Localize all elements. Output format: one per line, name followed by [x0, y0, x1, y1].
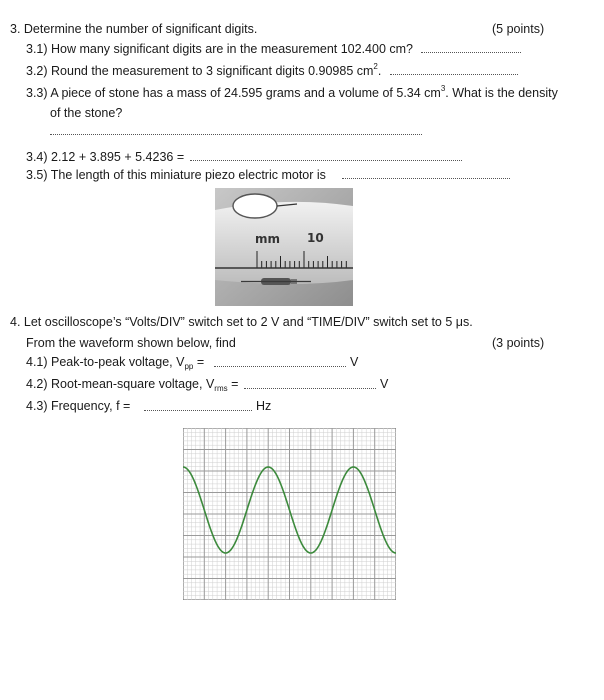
q4-2-text: 4.2) Root-mean-square voltage, $V_{rms}$ =	[26, 377, 239, 393]
q3-4-text: 3.4) 2.12 + 3.895 + 5.4236 =	[26, 150, 185, 164]
q4-points: (3 points)	[492, 336, 545, 350]
ruler-shape	[215, 202, 353, 284]
q4-2-answer-line[interactable]	[244, 388, 376, 389]
q4-1-answer-line[interactable]	[214, 366, 346, 367]
oscilloscope-waveform	[183, 428, 396, 600]
q4-intro: From the waveform shown below, find	[26, 336, 236, 350]
q4-3-text: 4.3) Frequency, f =	[26, 399, 131, 413]
q3-2-text: 3.2) Round the measurement to 3 significant digits 0.90985 $cm^2$.	[26, 62, 382, 78]
q3-heading: 3. Determine the number of significant digits.	[10, 22, 258, 36]
q4-1-text: 4.1) Peak-to-peak voltage, $V_{pp}$ =	[26, 355, 205, 371]
q4-3-unit: Hz	[256, 399, 272, 413]
q3-4-answer-line[interactable]	[190, 160, 462, 161]
q3-5-text: 3.5) The length of this miniature piezo electric motor is	[26, 168, 326, 182]
ruler-unit-label: mm	[255, 232, 281, 246]
q4-3-answer-line[interactable]	[144, 410, 252, 411]
q3-1-answer-line[interactable]	[421, 52, 521, 53]
q3-1-text: 3.1) How many significant digits are in the measurement 102.400 cm?	[26, 42, 413, 56]
q3-3-text: 3.3) A piece of stone has a mass of 24.595 grams and a volume of 5.34 $cm^3$. What is the density	[26, 84, 558, 100]
q3-points: (5 points)	[492, 22, 545, 36]
q3-3-text-line2: of the stone?	[50, 106, 123, 120]
q3-3-answer-line[interactable]	[50, 134, 422, 135]
q4-1-unit: V	[350, 355, 359, 369]
ruler-number-label: 10	[307, 231, 324, 245]
piezo-motor-photo	[215, 188, 353, 306]
ruler-hole	[233, 194, 277, 218]
q3-5-answer-line[interactable]	[342, 178, 510, 179]
q4-heading: 4. Let oscilloscope’s “Volts/DIV” switch set to 2 V and “TIME/DIV” switch set to 5 μs.	[10, 315, 473, 329]
q3-2-answer-line[interactable]	[390, 74, 518, 75]
q4-2-unit: V	[380, 377, 389, 391]
